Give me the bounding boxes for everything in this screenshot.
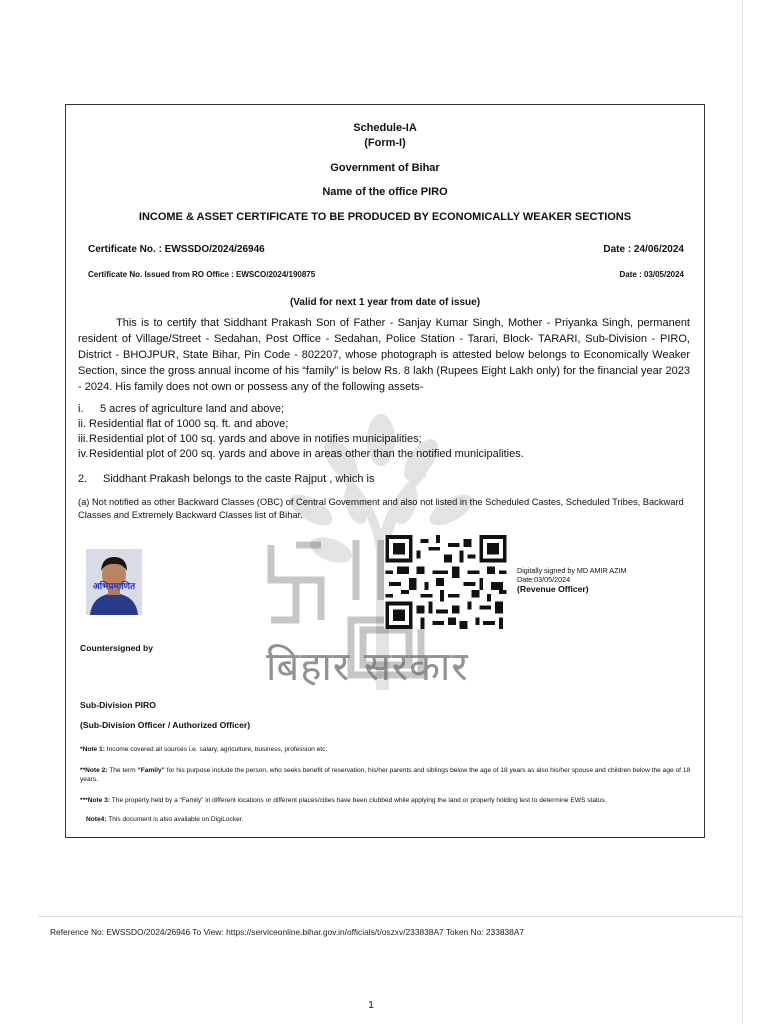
signature-line: Digitally signed by MD AMIR AZIM xyxy=(517,566,627,575)
footer-reference: Reference No: EWSSDO/2024/26946 To View: https://serviceonline.bihar.gov.in/officials/t/oszxv/233838A7 Token No: 233838A7 xyxy=(50,927,525,937)
government-heading: Government of Bihar xyxy=(330,162,440,174)
certificate-title: INCOME & ASSET CERTIFICATE TO BE PRODUCED BY ECONOMICALLY WEAKER SECTIONS xyxy=(138,211,632,223)
officer-label: (Sub-Division Officer / Authorized Officer) xyxy=(80,720,251,730)
attested-stamp: अभिप्रमाणित xyxy=(92,582,136,592)
digital-signature xyxy=(517,566,626,595)
certificate-date: Date : 24/06/2024 xyxy=(603,244,684,255)
page-number: 1 xyxy=(368,1000,374,1011)
schedule-heading: Schedule-IA xyxy=(353,122,417,134)
note-3: ***Note 3: The property held by a “Family” in different locations or different places/cities have been clubbed while applying the land or property holding test to determine EWS status. xyxy=(80,797,607,804)
note-1: *Note 1: Income covered all sources i.e. salary, agriculture, business, profession etc. xyxy=(80,746,328,753)
qr-code[interactable] xyxy=(384,535,508,629)
certificate-number: Certificate No. : EWSSDO/2024/26946 xyxy=(88,244,265,255)
note-4: Note4: This document is also available on DigiLocker. xyxy=(86,816,244,823)
applicant-photo xyxy=(86,549,142,615)
list-item: i. 5 acres of agriculture land and above; xyxy=(78,403,285,415)
list-item: iv.Residential plot of 200 sq. yards and above in areas other than the notified municipalities. xyxy=(78,448,524,460)
bihar-sarkar-watermark: बिहार सरकार xyxy=(266,644,469,690)
caste-detail: (a) Not notified as other Backward Classes (OBC) of Central Government and also not listed in the Scheduled Castes, Scheduled Tribes, Backward Classes and Extremely Backward Classes list of Bihar. xyxy=(78,497,684,520)
revenue-officer-label: (Revenue Officer) xyxy=(517,584,589,594)
caste-statement: 2. Siddhant Prakash belongs to the caste Rajput , which is xyxy=(78,473,375,485)
list-item: ii. Residential flat of 1000 sq. ft. and above; xyxy=(78,418,289,430)
certificate-frame xyxy=(65,104,705,838)
ro-certificate-number: Certificate No. Issued from RO Office : EWSCO/2024/190875 xyxy=(88,270,316,279)
footer-divider xyxy=(38,916,742,917)
ro-certificate-date: Date : 03/05/2024 xyxy=(619,270,684,279)
list-item: iii.Residential plot of 100 sq. yards and above in notifies municipalities; xyxy=(78,433,422,445)
form-heading: (Form-I) xyxy=(364,137,406,149)
signature-date: Date:03/05/2024 xyxy=(517,575,571,584)
office-heading: Name of the office PIRO xyxy=(322,186,448,198)
validity-note: (Valid for next 1 year from date of issue) xyxy=(289,297,481,308)
certification-body: This is to certify that Siddhant Prakash Son of Father - Sanjay Kumar Singh, Mother - Priyanka Singh, permanent resident of Village/Street - Sedahan, Post Office - Sedahan, Police Station - Tarari, Block- TARARI, Sub-Division - PIRO, District - BHOJPUR, State Bihar, Pin Code - 802207, whose photograph is attested below belongs to Economically Weaker Section, since the gross annual income of his “family” is below Rs. 8 lakh (Rupees Eight Lakh only) for the financial year 2023 - 2024. His family does not own or possess any of the following assets- xyxy=(78,317,690,393)
subdivision-label: Sub-Division PIRO xyxy=(80,700,156,710)
note-2: **Note 2: The term “Family” for his purpose include the person, who seeks benefit of reservation, his/her parents and siblings below the age of 18 years as also his/her spouse and children below the age of 18 years. xyxy=(80,767,691,783)
asset-list xyxy=(78,402,524,462)
countersigned-label: Countersigned by xyxy=(80,643,154,653)
